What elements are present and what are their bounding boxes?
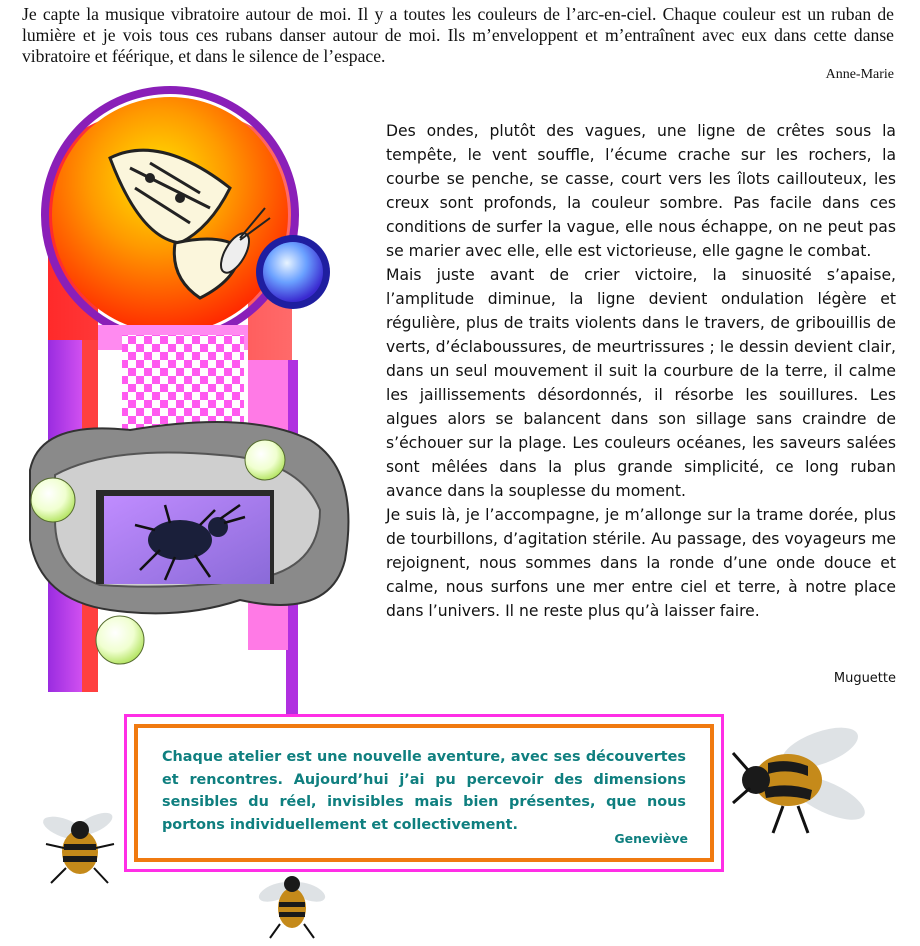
bee-icon bbox=[728, 708, 868, 848]
collage-illustration bbox=[0, 0, 380, 720]
intro-paragraph: Je capte la musique vibratoire autour de moi. Il y a toutes les couleurs de l’arc-en-ciel. Chaque couleur est un ruban de lumière et je vois tous ces rubans danser autour de moi. Ils m’enveloppent et m’entraînent avec eux dans cette danse vibratoire et féérique, et dans le silence de l’espace. bbox=[22, 4, 894, 66]
prose-paragraph: Mais juste avant de crier victoire, la sinuosité s’apaise, l’amplitude diminue, la ligne devient ondulation légère et régulière, plus de traits violents dans le travers, de gribouillis de verts, d’éclaboussures, de meurtrissures ; le dessin devient clair, dans un seul mouvement il suit la courbure de la terre, il calme les jaillissements désordonnés, il résorbe les souillures. Les algues alors se balancent dans son sillage sans craindre de s’échouer sur la plage. Les couleurs océanes, les saveurs salées sont mêlées dans la plus grande simplicité, ce long ruban avance dans la souplesse du moment. bbox=[386, 266, 896, 500]
quote-box bbox=[124, 714, 724, 872]
quote-box-inner bbox=[134, 724, 714, 862]
prose-text bbox=[386, 119, 896, 623]
quote-text: Chaque atelier est une nouvelle aventure, avec ses découvertes et rencontres. Aujourd’hui j’ai pu percevoir des dimensions sensibles du réel, invisibles mais bien présentes, que nous portons individuellement et collectivement. bbox=[162, 749, 686, 833]
prose-paragraph: Des ondes, plutôt des vagues, une ligne de crêtes sous la tempête, le vent souffle, l’écume crache sur les rochers, la courbe se penche, se casse, court vers les îlots caillouteux, les creux sont profonds, la couleur sombre. Pas facile dans ces conditions de surfer la vague, elle nous échappe, on ne peut pas se marier avec elle, elle est victorieuse, elle gagne le combat. bbox=[386, 122, 896, 260]
ribbon-stem bbox=[286, 690, 298, 716]
signature-anne-marie: Anne-Marie bbox=[825, 67, 894, 82]
bee-icon bbox=[36, 808, 122, 888]
signature-muguette: Muguette bbox=[833, 671, 896, 686]
signature-genevieve: Geneviève bbox=[614, 831, 688, 846]
prose-paragraph: Je suis là, je l’accompagne, je m’allonge sur la trame dorée, plus de tourbillons, d’agitation stérile. Au passage, des voyageurs me rejoignent, nous sommes dans la ronde d’une onde douce et calme, nous surfons une mer entre ciel et terre, à notre place dans l’univers. Il ne reste plus qu’à laisser faire. bbox=[386, 506, 896, 620]
bee-icon bbox=[256, 866, 328, 942]
